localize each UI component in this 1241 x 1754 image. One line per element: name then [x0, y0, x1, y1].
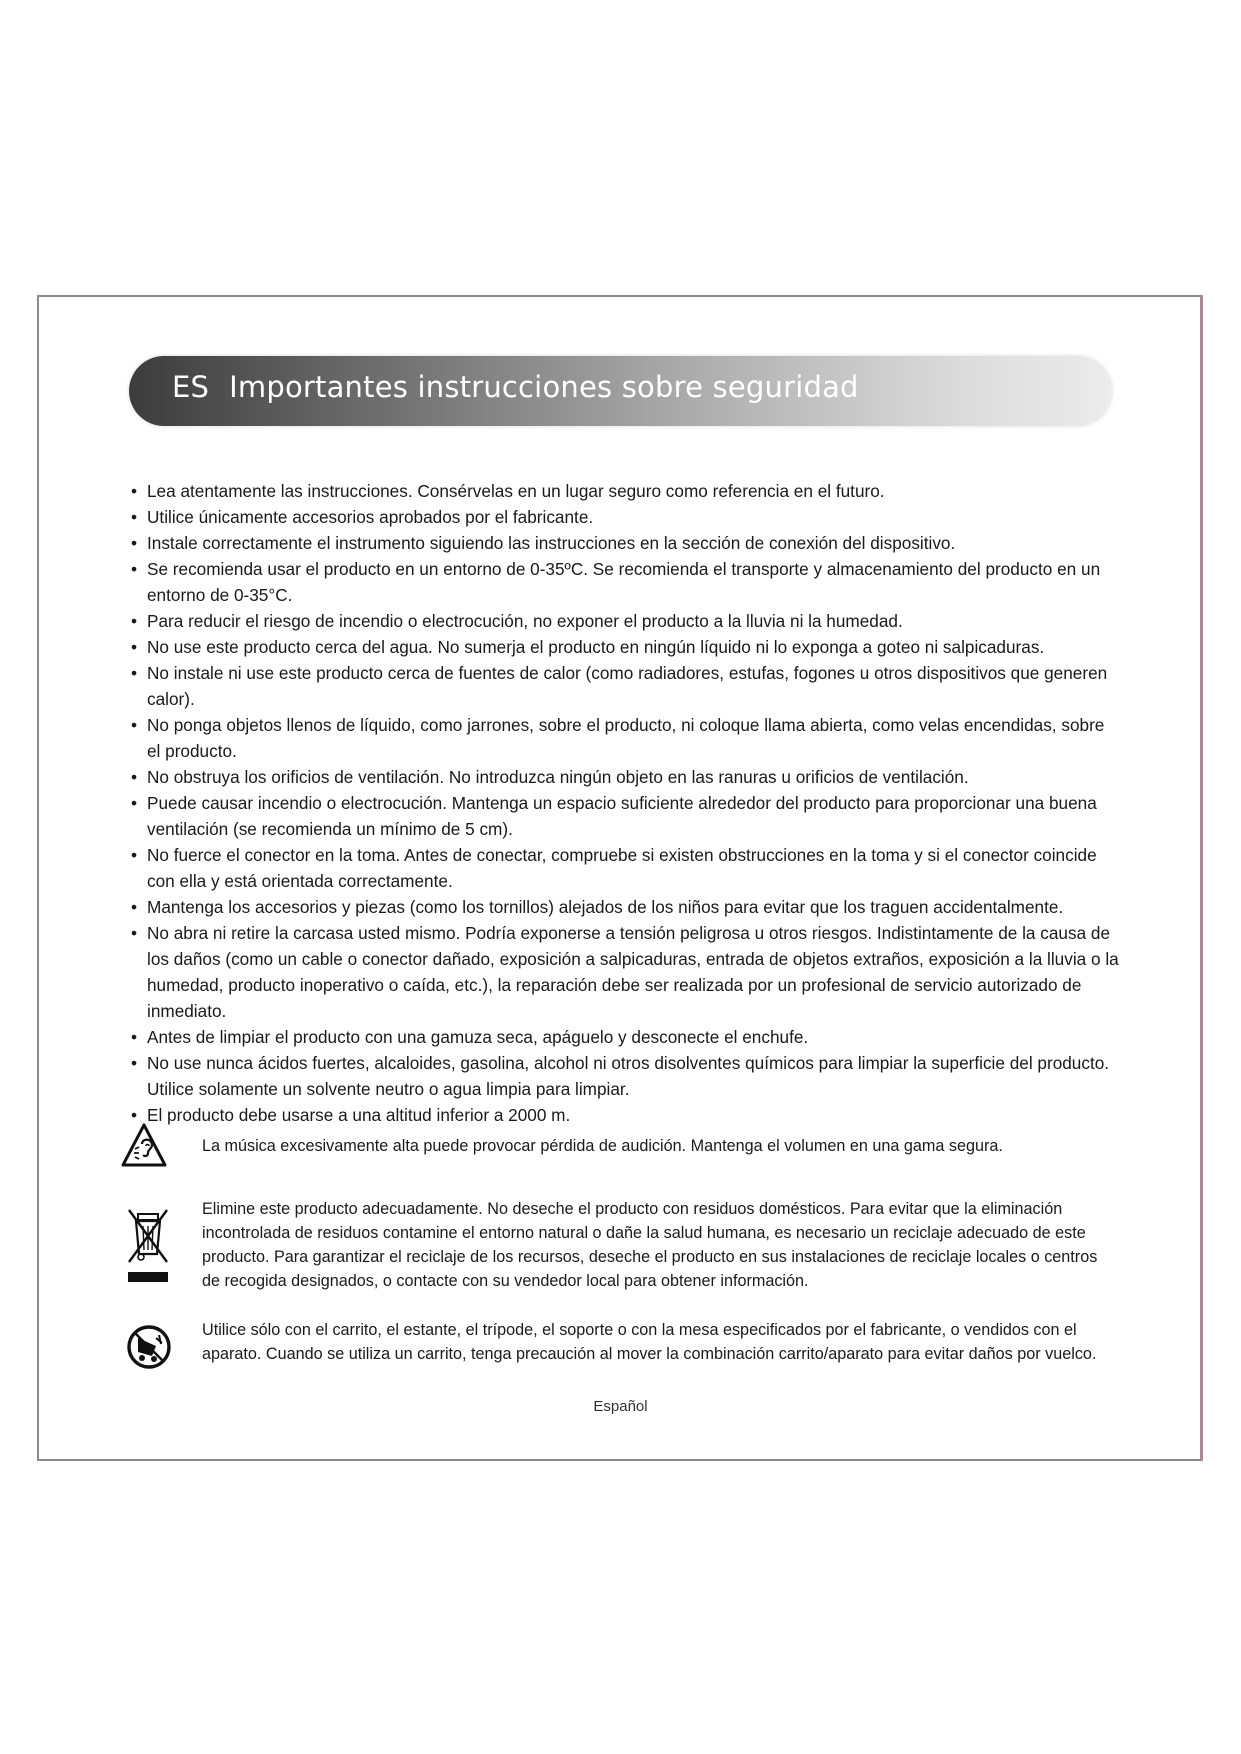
instruction-item: • Antes de limpiar el producto con una gamuza seca, apáguelo y desconecte el enchufe.	[130, 1024, 1120, 1050]
hearing-notice-text: La música excesivamente alta puede provocar pérdida de audición. Mantenga el volumen en una gama segura.	[202, 1137, 1003, 1155]
instruction-item: • Mantenga los accesorios y piezas (como los tornillos) alejados de los niños para evitar que los traguen accidentalmente.	[130, 894, 1120, 920]
instruction-item: • Puede causar incendio o electrocución. Mantenga un espacio suficiente alrededor del producto para proporcionar una buena ventilación (se recomienda un mínimo de 5 cm).	[130, 790, 1120, 842]
instruction-item: • Utilice únicamente accesorios aprobados por el fabricante.	[130, 504, 1120, 530]
instruction-item: • Para reducir el riesgo de incendio o electrocución, no exponer el producto a la lluvia ni la humedad.	[130, 608, 1120, 634]
instruction-item: • No abra ni retire la carcasa usted mismo. Podría exponerse a tensión peligrosa u otros riesgos. Indistintamente de la causa de los daños (como un cable o conector dañado, exposición a salpicaduras, entrada de objetos extraños, exposición a la lluvia o la humedad, producto inoperativo o caída, etc.), la reparación debe ser realizada por un profesional de servicio autorizado de inmediato.	[130, 920, 1120, 1024]
instruction-item: • Lea atentamente las instrucciones. Consérvelas en un lugar seguro como referencia en el futuro.	[130, 478, 1120, 504]
title-label: Importantes instrucciones sobre seguridad	[229, 370, 859, 404]
footer-language: Español	[593, 1398, 648, 1415]
instruction-item: • No use este producto cerca del agua. No sumerja el producto en ningún líquido ni lo exponga a goteo ni salpicaduras.	[130, 634, 1120, 660]
cart-tip-over-icon	[126, 1324, 172, 1375]
page-title	[172, 370, 859, 404]
disposal-notice-text: Elimine este producto adecuadamente. No deseche el producto con residuos domésticos. Para evitar que la eliminación incontrolada de residuos contamine el entorno natural o dañe la salud humana, es necesario un reciclaje adecuado de este producto. Para garantizar el reciclaje de los recursos, deseche el producto en sus instalaciones de reciclaje locales o centros de recogida designados, o contacte con su vendedor local para obtener información.	[202, 1200, 1098, 1290]
instruction-item: • El producto debe usarse a una altitud inferior a 2000 m.	[130, 1102, 1120, 1128]
instruction-item: • Se recomienda usar el producto en un entorno de 0-35ºC. Se recomienda el transporte y almacenamiento del producto en un entorno de 0-35°C.	[130, 556, 1120, 608]
instruction-item: • No use nunca ácidos fuertes, alcaloides, gasolina, alcohol ni otros disolventes químicos para limpiar la superficie del producto. Utilice solamente un solvente neutro o agua limpia para limpiar.	[130, 1050, 1120, 1102]
instruction-item: • No instale ni use este producto cerca de fuentes de calor (como radiadores, estufas, fogones u otros dispositivos que generen calor).	[130, 660, 1120, 712]
hearing-warning-icon	[120, 1122, 168, 1173]
instruction-item: • No fuerce el conector en la toma. Antes de conectar, compruebe si existen obstrucciones en la toma y si el conector coincide con ella y está orientada correctamente.	[130, 842, 1120, 894]
instruction-item: • No ponga objetos llenos de líquido, como jarrones, sobre el producto, ni coloque llama abierta, como velas encendidas, sobre el producto.	[130, 712, 1120, 764]
instruction-item: • No obstruya los orificios de ventilación. No introduzca ningún objeto en las ranuras u orificios de ventilación.	[130, 764, 1120, 790]
instruction-item: • Instale correctamente el instrumento siguiendo las instrucciones en la sección de conexión del dispositivo.	[130, 530, 1120, 556]
weee-crossed-bin-icon	[126, 1202, 170, 1291]
language-code: ES	[172, 370, 210, 404]
cart-notice-text: Utilice sólo con el carrito, el estante, el trípode, el soporte o con la mesa especificados por el fabricante, o vendidos con el aparato. Cuando se utiliza un carrito, tenga precaución al mover la combinación carrito/aparato para evitar daños por vuelco.	[202, 1321, 1097, 1363]
safety-instructions-list	[130, 478, 1120, 1128]
